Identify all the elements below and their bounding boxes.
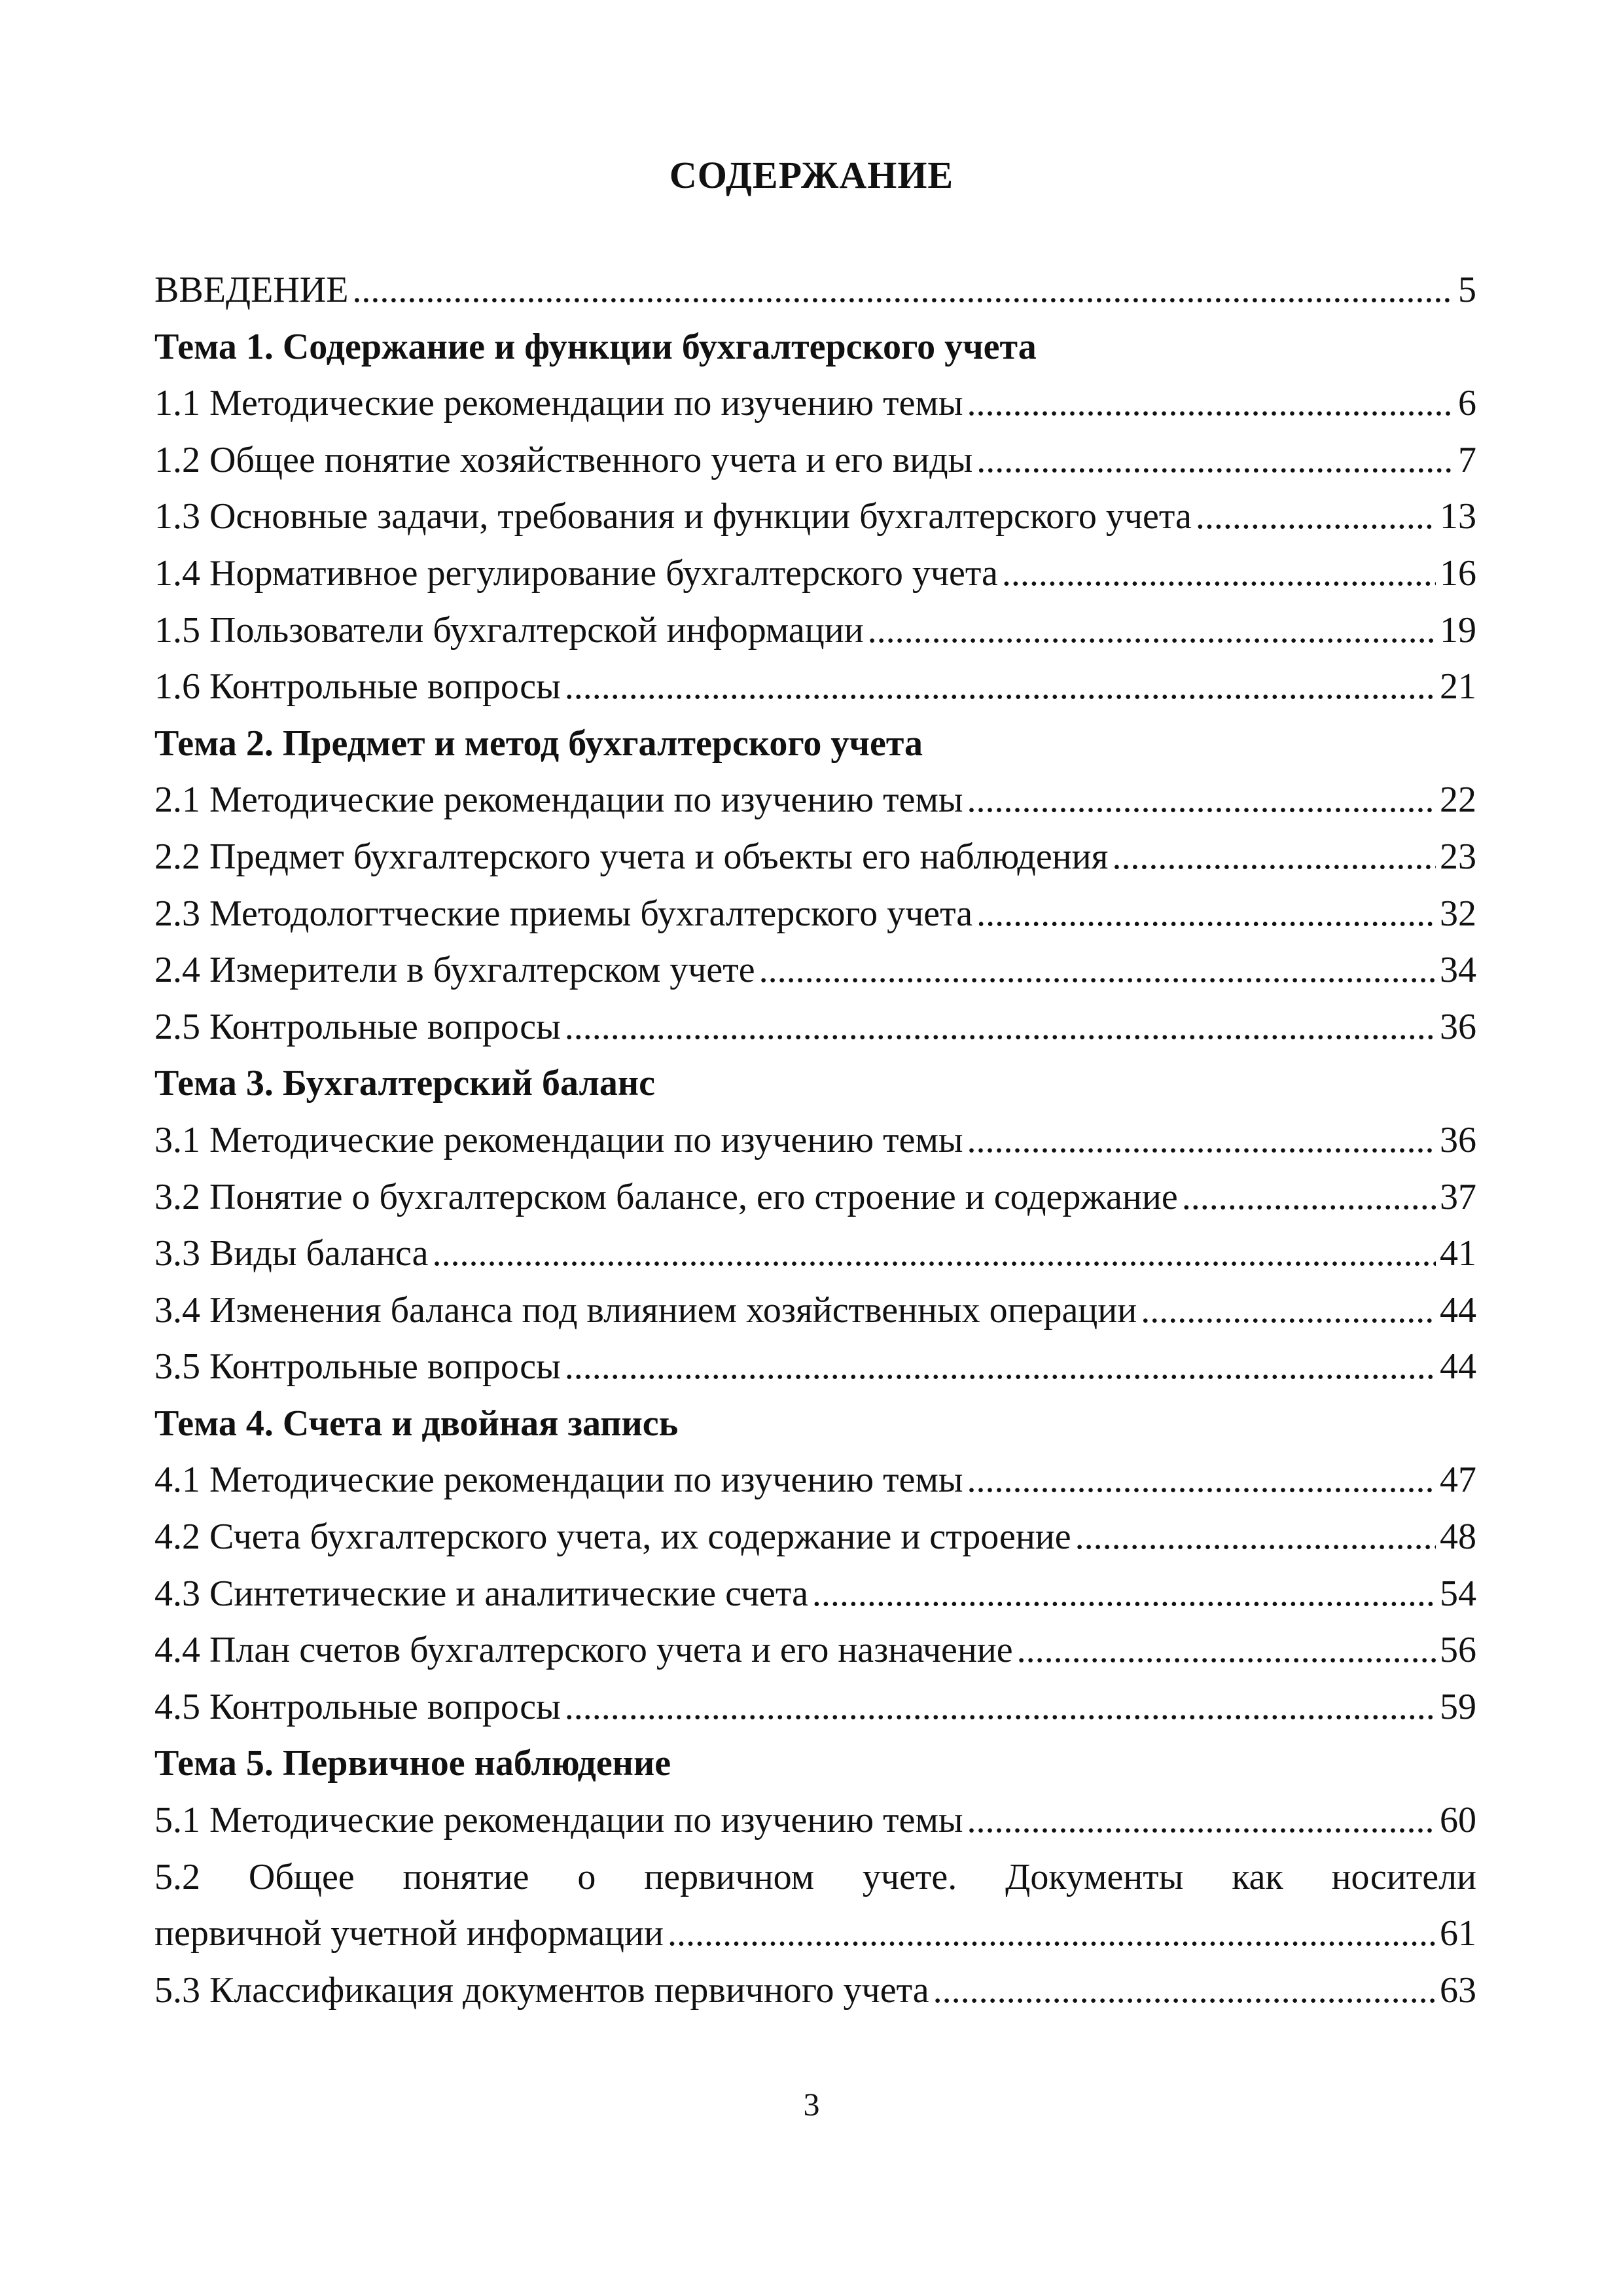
toc-entry-label: 2.2 Предмет бухгалтерского учета и объекты его наблюдения bbox=[154, 836, 1109, 877]
dot-leader bbox=[868, 602, 1436, 659]
toc-entry[interactable] bbox=[154, 1962, 1476, 2019]
dot-leader bbox=[967, 1452, 1436, 1509]
toc-entry-page: 22 bbox=[1440, 780, 1476, 821]
toc-entry[interactable] bbox=[154, 658, 1476, 715]
toc-entry[interactable] bbox=[154, 829, 1476, 886]
dot-leader bbox=[352, 262, 1454, 319]
dot-leader bbox=[933, 1962, 1436, 2019]
toc-entry[interactable] bbox=[154, 375, 1476, 432]
toc-entry-page: 47 bbox=[1440, 1460, 1476, 1501]
dot-leader bbox=[967, 1112, 1436, 1169]
toc-entry-label-continuation: первичной учетной информации bbox=[154, 1913, 664, 1954]
toc-entry-label: 3.4 Изменения баланса под влиянием хозяйственных операции bbox=[154, 1289, 1137, 1331]
toc-entry-intro[interactable] bbox=[154, 262, 1476, 319]
toc-entry-label: 4.3 Синтетические и аналитические счета bbox=[154, 1573, 808, 1614]
toc-entry-label: 4.2 Счета бухгалтерского учета, их содержание и строение bbox=[154, 1516, 1071, 1558]
toc-entry-page: 23 bbox=[1440, 836, 1476, 877]
dot-leader bbox=[565, 658, 1436, 715]
toc-entry-page: 34 bbox=[1440, 950, 1476, 991]
dot-leader bbox=[967, 1792, 1436, 1849]
toc-entry-page: 21 bbox=[1440, 666, 1476, 708]
toc-entry[interactable] bbox=[154, 1679, 1476, 1736]
toc-entry-label: 4.1 Методические рекомендации по изучению темы bbox=[154, 1460, 963, 1501]
toc-entry-page: 36 bbox=[1440, 1119, 1476, 1160]
dot-leader bbox=[565, 999, 1436, 1056]
toc-entry-wrapped[interactable] bbox=[154, 1849, 1476, 1962]
toc-entry-label: 1.2 Общее понятие хозяйственного учета и его виды bbox=[154, 439, 973, 480]
toc-entry-label: 3.5 Контрольные вопросы bbox=[154, 1346, 561, 1388]
dot-leader bbox=[668, 1905, 1436, 1962]
toc-entry-label: ВВЕДЕНИЕ bbox=[154, 270, 349, 310]
toc-topic-heading[interactable]: Тема 1. Содержание и функции бухгалтерского учета bbox=[154, 326, 1037, 367]
dot-leader bbox=[1075, 1509, 1436, 1566]
toc-entry-page: 44 bbox=[1440, 1346, 1476, 1388]
dot-leader bbox=[1141, 1282, 1436, 1339]
toc-entry[interactable] bbox=[154, 1112, 1476, 1169]
toc-entry[interactable] bbox=[154, 1225, 1476, 1282]
dot-leader bbox=[432, 1225, 1436, 1282]
toc-entry-page: 37 bbox=[1440, 1176, 1476, 1217]
dot-leader bbox=[1112, 829, 1436, 886]
dot-leader bbox=[565, 1679, 1436, 1736]
toc-topic-heading[interactable]: Тема 2. Предмет и метод бухгалтерского учета bbox=[154, 723, 923, 764]
toc-entry-page: 36 bbox=[1440, 1006, 1476, 1047]
toc-entry[interactable] bbox=[154, 942, 1476, 999]
toc-entry[interactable] bbox=[154, 1452, 1476, 1509]
toc-entry-page: 63 bbox=[1440, 1969, 1476, 2011]
toc-entry-continuation bbox=[154, 1905, 1476, 1962]
toc-entry-page: 61 bbox=[1440, 1913, 1476, 1954]
toc-entry[interactable] bbox=[154, 1622, 1476, 1679]
toc-entry-label: 2.4 Измерители в бухгалтерском учете bbox=[154, 950, 755, 991]
toc-entry[interactable] bbox=[154, 1566, 1476, 1623]
table-of-contents bbox=[154, 262, 1476, 2018]
toc-entry[interactable] bbox=[154, 772, 1476, 829]
toc-topic-heading[interactable]: Тема 4. Счета и двойная запись bbox=[154, 1403, 679, 1444]
toc-topic-heading[interactable]: Тема 3. Бухгалтерский баланс bbox=[154, 1063, 655, 1104]
toc-entry-label: 1.3 Основные задачи, требования и функции бухгалтерского учета bbox=[154, 496, 1192, 537]
page-title: СОДЕРЖАНИЕ bbox=[669, 154, 954, 196]
dot-leader bbox=[812, 1566, 1436, 1623]
toc-entry-label: 1.5 Пользователи бухгалтерской информации bbox=[154, 609, 864, 651]
toc-entry[interactable] bbox=[154, 1169, 1476, 1226]
toc-entry-label: 2.1 Методические рекомендации по изучению темы bbox=[154, 780, 963, 821]
toc-entry[interactable] bbox=[154, 999, 1476, 1056]
toc-entry-label: 5.3 Классификация документов первичного учета bbox=[154, 1969, 929, 2011]
dot-leader bbox=[976, 886, 1436, 942]
toc-entry[interactable] bbox=[154, 488, 1476, 545]
toc-entry-page: 13 bbox=[1440, 496, 1476, 537]
toc-entry[interactable] bbox=[154, 545, 1476, 602]
dot-leader bbox=[967, 375, 1454, 432]
dot-leader bbox=[1002, 545, 1436, 602]
toc-entry-page: 32 bbox=[1440, 893, 1476, 934]
page-number: 3 bbox=[803, 2086, 820, 2123]
toc-entry-page: 48 bbox=[1440, 1516, 1476, 1558]
toc-entry-page: 59 bbox=[1440, 1686, 1476, 1727]
toc-entry-label: 4.5 Контрольные вопросы bbox=[154, 1686, 561, 1727]
toc-entry[interactable] bbox=[154, 602, 1476, 659]
toc-entry[interactable] bbox=[154, 1338, 1476, 1395]
toc-entry-page: 19 bbox=[1440, 609, 1476, 651]
toc-entry-page: 7 bbox=[1458, 439, 1476, 480]
toc-entry-label: 3.1 Методические рекомендации по изучению темы bbox=[154, 1119, 963, 1160]
toc-entry-label: 5.2 Общее понятие о первичном учете. Документы как носители bbox=[154, 1856, 1476, 1897]
toc-entry-page: 60 bbox=[1440, 1800, 1476, 1841]
toc-entry-label: 4.4 План счетов бухгалтерского учета и его назначение bbox=[154, 1630, 1013, 1671]
dot-leader bbox=[759, 942, 1436, 999]
toc-entry[interactable] bbox=[154, 1792, 1476, 1849]
toc-entry-page: 44 bbox=[1440, 1289, 1476, 1331]
dot-leader bbox=[967, 772, 1436, 829]
toc-entry-page: 41 bbox=[1440, 1233, 1476, 1274]
toc-entry-label: 1.1 Методические рекомендации по изучению темы bbox=[154, 383, 963, 424]
toc-entry-label: 5.1 Методические рекомендации по изучению темы bbox=[154, 1800, 963, 1841]
toc-entry-label: 3.3 Виды баланса bbox=[154, 1233, 429, 1274]
toc-entry-page: 6 bbox=[1458, 383, 1476, 424]
dot-leader bbox=[565, 1338, 1436, 1395]
toc-entry[interactable] bbox=[154, 432, 1476, 489]
toc-entry-page: 54 bbox=[1440, 1573, 1476, 1614]
toc-entry-label: 3.2 Понятие о бухгалтерском балансе, его строение и содержание bbox=[154, 1176, 1178, 1217]
toc-topic-heading[interactable]: Тема 5. Первичное наблюдение bbox=[154, 1743, 671, 1784]
toc-entry-label: 1.6 Контрольные вопросы bbox=[154, 666, 561, 708]
toc-entry[interactable] bbox=[154, 1282, 1476, 1339]
toc-entry-label: 2.3 Методологтческие приемы бухгалтерского учета bbox=[154, 893, 973, 934]
toc-entry[interactable] bbox=[154, 1509, 1476, 1566]
dot-leader bbox=[1196, 488, 1436, 545]
toc-entry-page: 5 bbox=[1458, 270, 1476, 310]
toc-entry-label: 1.4 Нормативное регулирование бухгалтерского учета bbox=[154, 552, 998, 594]
dot-leader bbox=[976, 432, 1454, 489]
dot-leader bbox=[1017, 1622, 1436, 1679]
toc-entry[interactable] bbox=[154, 886, 1476, 942]
toc-entry-page: 16 bbox=[1440, 552, 1476, 594]
toc-entry-label: 2.5 Контрольные вопросы bbox=[154, 1006, 561, 1047]
toc-entry-page: 56 bbox=[1440, 1630, 1476, 1671]
dot-leader bbox=[1182, 1169, 1436, 1226]
